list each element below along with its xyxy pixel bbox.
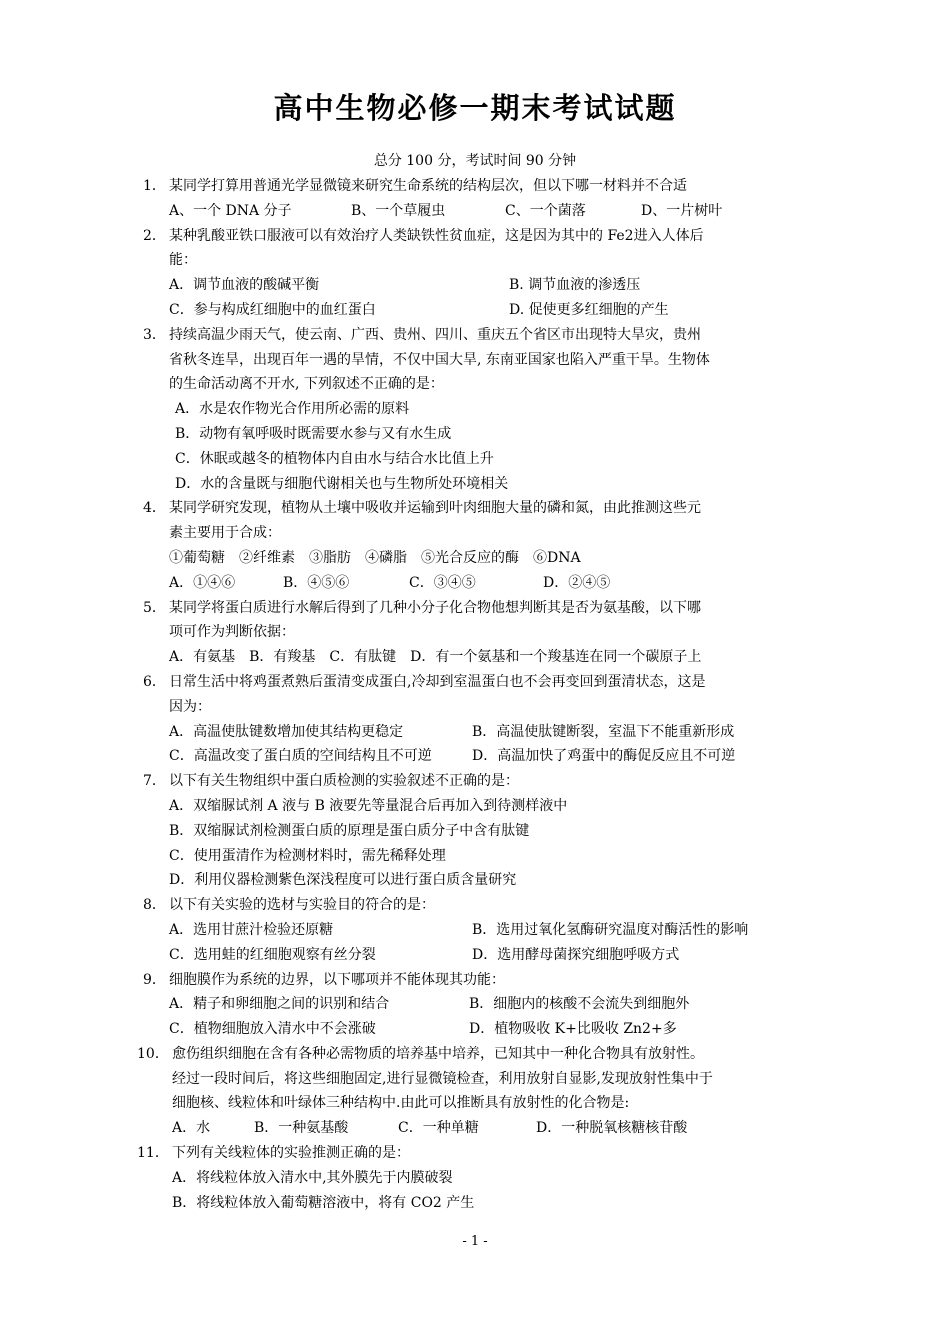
question-number: 7．	[143, 773, 166, 790]
option-c: C．参与构成红细胞中的血红蛋白	[169, 301, 376, 318]
question-stem: 因为：	[169, 698, 211, 715]
question-2	[143, 224, 823, 323]
option-b: B．选用过氧化氢酶研究温度对酶活性的影响	[472, 921, 749, 938]
question-stem: 某同学将蛋白质进行水解后得到了几种小分子化合物他想判断其是否为氨基酸，以下哪	[169, 599, 701, 616]
question-number: 5．	[143, 599, 166, 616]
option-a: A．调节血液的酸碱平衡	[169, 277, 320, 294]
question-stem: 的生命活动离不开水, 下列叙述不正确的是：	[169, 376, 444, 393]
question-items: ①葡萄糖 ②纤维素 ③脂肪 ④磷脂 ⑤光合反应的酶 ⑥DNA	[169, 549, 581, 566]
question-list	[137, 174, 823, 1215]
question-stem: 某同学研究发现，植物从土壤中吸收并运输到叶肉细胞大量的磷和氮，由此推测这些元	[169, 500, 701, 517]
option-b: B．将线粒体放入葡萄糖溶液中，将有 CO2 产生	[172, 1194, 475, 1211]
option-d: D. 促使更多红细胞的产生	[509, 301, 669, 318]
option-a: A．精子和卵细胞之间的识别和结合	[169, 996, 390, 1013]
question-number: 2．	[143, 227, 166, 244]
question-stem: 愈伤组织细胞在含有各种必需物质的培养基中培养，已知其中一种化合物具有放射性。	[172, 1045, 704, 1062]
question-stem: 以下有关生物组织中蛋白质检测的实验叙述不正确的是：	[169, 773, 519, 790]
option-a: A．选用甘蔗汁检验还原糖	[169, 921, 334, 938]
question-stem: 项可作为判断依据：	[169, 624, 295, 641]
question-1	[143, 174, 823, 224]
option-a: A．将线粒体放入清水中,其外膜先于内膜破裂	[172, 1169, 453, 1186]
question-stem: 某种乳酸亚铁口服液可以有效治疗人类缺铁性贫血症，这是因为其中的 Fe2进入人体后	[169, 227, 704, 244]
option-b: B. 调节血液的渗透压	[509, 277, 641, 294]
page-number: - 1 -	[462, 1234, 488, 1249]
question-options	[169, 992, 823, 1042]
question-options	[172, 1116, 823, 1141]
option-d: D．一种脱氧核糖核苷酸	[536, 1120, 688, 1137]
option-a: A．水	[172, 1120, 211, 1137]
question-options	[169, 199, 823, 224]
question-stem: 细胞膜作为系统的边界，以下哪项并不能体现其功能：	[169, 971, 505, 988]
option-c: C．一种单糖	[398, 1120, 479, 1137]
option-b: B．一种氨基酸	[254, 1120, 349, 1137]
question-11	[137, 1141, 823, 1215]
option-d: D．②④⑤	[543, 574, 611, 591]
question-stem: 素主要用于合成：	[169, 525, 281, 542]
question-3	[143, 323, 823, 497]
option-c: C．③④⑤	[409, 574, 476, 591]
question-number: 11．	[137, 1145, 169, 1162]
option-c: C．植物细胞放入清水中不会涨破	[169, 1021, 376, 1038]
option-d: D．高温加快了鸡蛋中的酶促反应且不可逆	[472, 748, 736, 765]
question-4	[143, 496, 823, 595]
question-options	[169, 720, 823, 770]
option-b: B．④⑤⑥	[283, 574, 350, 591]
question-stem: 能：	[169, 252, 197, 269]
option-b: B．双缩脲试剂检测蛋白质的原理是蛋白质分子中含有肽键	[169, 822, 530, 839]
option-d: D．植物吸收 K+比吸收 Zn2+多	[469, 1021, 677, 1038]
question-options	[169, 571, 823, 596]
question-stem: 经过一段时间后，将这些细胞固定,进行显微镜检查，利用放射自显影,发现放射性集中于	[172, 1070, 713, 1087]
question-number: 6．	[143, 673, 166, 690]
question-10	[137, 1042, 823, 1141]
question-stem: 下列有关线粒体的实验推测正确的是：	[172, 1145, 410, 1162]
question-9	[143, 968, 823, 1042]
option-c: C．使用蛋清作为检测材料时，需先稀释处理	[169, 847, 446, 864]
option-c: C、一个菌落	[505, 202, 586, 219]
question-stem: 某同学打算用普通光学显微镜来研究生命系统的结构层次，但以下哪一材料并不合适	[169, 178, 687, 194]
option-c: C．选用蛙的红细胞观察有丝分裂	[169, 946, 376, 963]
option-a: A．水是农作物光合作用所必需的原料	[175, 401, 410, 418]
option-c: C．休眠或越冬的植物体内自由水与结合水比值上升	[175, 450, 494, 467]
option-d: D．利用仪器检测紫色深浅程度可以进行蛋白质含量研究	[169, 872, 517, 889]
option-a: A、一个 DNA 分子	[169, 202, 292, 219]
question-options: A．有氨基 B．有羧基 C．有肽键 D．有一个氨基和一个羧基连在同一个碳原子上	[169, 649, 702, 666]
question-options	[169, 918, 823, 968]
question-7	[143, 769, 823, 893]
option-a: A．①④⑥	[169, 574, 236, 591]
question-stem: 细胞核、线粒体和叶绿体三种结构中.由此可以推断具有放射性的化合物是:	[172, 1095, 630, 1112]
question-5	[143, 596, 823, 670]
question-number: 1．	[143, 178, 166, 194]
option-b: B．细胞内的核酸不会流失到细胞外	[469, 996, 690, 1013]
question-options	[169, 273, 823, 323]
question-number: 4．	[143, 500, 166, 517]
option-d: D、一片树叶	[641, 202, 723, 219]
question-number: 3．	[143, 326, 166, 343]
question-6	[143, 670, 823, 769]
question-8	[143, 893, 823, 967]
question-number: 10．	[137, 1045, 169, 1062]
question-stem: 省秋冬连旱，出现百年一遇的旱情，不仅中国大旱, 东南亚国家也陷入严重干旱。生物体	[169, 351, 710, 368]
option-a: A．双缩脲试剂 A 液与 B 液要先等量混合后再加入到待测样液中	[169, 797, 568, 814]
question-number: 9．	[143, 971, 166, 988]
option-c: C．高温改变了蛋白质的空间结构且不可逆	[169, 748, 432, 765]
option-b: B、一个草履虫	[351, 202, 446, 219]
option-b: B．动物有氧呼吸时既需要水参与又有水生成	[175, 425, 452, 442]
option-d: D．水的含量既与细胞代谢相关也与生物所处环境相关	[175, 475, 509, 492]
question-number: 8．	[143, 897, 166, 914]
question-stem: 日常生活中将鸡蛋煮熟后蛋清变成蛋白,冷却到室温蛋白也不会再变回到蛋清状态，这是	[169, 673, 706, 690]
question-stem: 以下有关实验的选材与实验目的符合的是：	[169, 897, 435, 914]
option-b: B．高温使肽键断裂，室温下不能重新形成	[472, 723, 735, 740]
option-d: D．选用酵母菌探究细胞呼吸方式	[472, 946, 680, 963]
option-a: A．高温使肽键数增加使其结构更稳定	[169, 723, 404, 740]
question-stem: 持续高温少雨天气，使云南、广西、贵州、四川、重庆五个省区市出现特大旱灾，贵州	[169, 326, 701, 343]
page-title: 高中生物必修一期末考试试题	[273, 91, 677, 125]
exam-info: 总分 100 分，考试时间 90 分钟	[373, 153, 577, 169]
